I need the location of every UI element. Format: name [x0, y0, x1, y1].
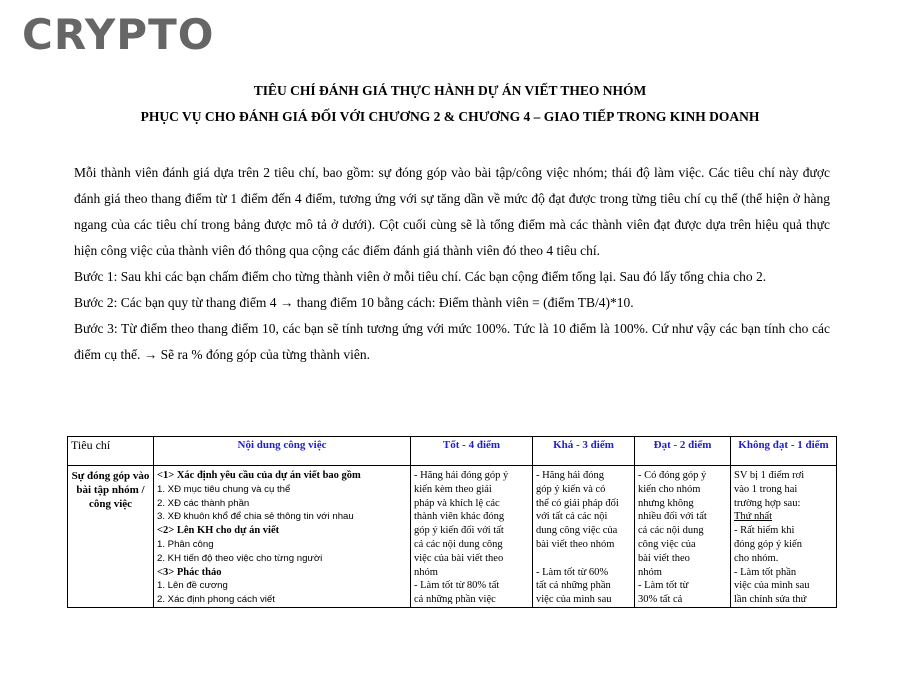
- good-text-line: cả những phần việc: [414, 594, 496, 604]
- header-pass: Đạt - 2 điểm: [635, 437, 731, 466]
- pass-text-line: - Làm tốt từ: [638, 580, 689, 592]
- fail-cell: [731, 466, 837, 608]
- step-2-paragraph: Bước 2: Các bạn quy từ thang điểm 4 → thang điểm 10 bằng cách: Điểm thành viên = (điểm TB/4)*10.: [74, 295, 634, 310]
- fail-text-line: - Rất hiếm khi: [734, 525, 795, 537]
- good-text-line: góp ý kiến đối với tất: [414, 525, 504, 537]
- content-lines: [157, 469, 407, 604]
- content-cell: [154, 466, 411, 608]
- fair-text-line: - Làm tốt từ 60%: [536, 566, 609, 578]
- content-item: 1. Phân công: [157, 538, 214, 550]
- criteria-table: [67, 436, 837, 608]
- header-fail: Không đạt - 1 điểm: [731, 437, 837, 466]
- pass-text-line: nhóm: [638, 566, 662, 578]
- step-3-paragraph: Bước 3: Từ điểm theo thang điểm 10, các bạn sẽ tính tương ứng với mức 100%. Tức là 10 điểm là 100%. Cứ như vậy các bạn tính cho các điểm cụ thể. → Sẽ ra % đóng góp của từng thành viên.: [74, 321, 830, 362]
- pass-text-line: - Có đóng góp ý: [638, 470, 707, 481]
- fair-text-line: tất cả những phần: [536, 580, 611, 592]
- table-header-row: [68, 437, 837, 466]
- content-item: 2. Xác định phong cách viết: [157, 594, 275, 604]
- content-item: 3. XĐ khuôn khổ để chia sẻ thông tin với nhau: [157, 511, 354, 523]
- table-row: [68, 466, 837, 608]
- fail-lines: [734, 469, 833, 604]
- good-text-line: nhóm: [414, 566, 438, 578]
- header-criterion: Tiêu chí: [68, 437, 154, 466]
- criterion-name: Sự đóng góp vào bài tập nhóm / công việc: [71, 470, 150, 510]
- fair-text-line: dung công việc của: [536, 525, 618, 537]
- fair-text-line: bài viết theo nhóm: [536, 538, 615, 550]
- content-section-heading: <3> Phác thảo: [157, 566, 222, 578]
- good-text-line: việc của bài viết theo: [414, 552, 504, 564]
- good-cell: [411, 466, 533, 608]
- pass-text-line: kiến cho nhóm: [638, 483, 701, 495]
- good-text-line: - Làm tốt từ 80% tất: [414, 580, 500, 592]
- document-title: TIÊU CHÍ ĐÁNH GIÁ THỰC HÀNH DỰ ÁN VIẾT THEO NHÓM: [253, 83, 647, 98]
- fair-text-line: góp ý kiến và có: [536, 483, 606, 495]
- pass-lines: [638, 469, 727, 604]
- step-1-paragraph: Bước 1: Sau khi các bạn chấm điểm cho từng thành viên ở mỗi tiêu chí. Các bạn cộng điểm tổng lại. Sau đó lấy tổng chia cho 2.: [74, 269, 767, 284]
- fail-text-line: việc của mình sau: [734, 580, 810, 592]
- fair-lines: [536, 469, 631, 604]
- pass-text-line: 30% tất cả: [638, 594, 683, 604]
- good-lines: [414, 469, 529, 604]
- content-item: 1. XĐ mục tiêu chung và cụ thể: [157, 483, 291, 495]
- fair-text-line: - Hăng hái đóng: [536, 470, 604, 481]
- pass-cell: [635, 466, 731, 608]
- content-item: 1. Lên đề cương: [157, 580, 228, 592]
- instructions-body: [74, 160, 830, 368]
- pass-text-line: nhưng không: [638, 497, 694, 509]
- fair-text-line: thể có giải pháp đối: [536, 497, 619, 509]
- fail-text-line: đóng góp ý kiến: [734, 538, 802, 550]
- fair-cell: [533, 466, 635, 608]
- fail-text-line: vào 1 trong hai: [734, 483, 798, 495]
- fail-text-line: trường hợp sau:: [734, 497, 801, 509]
- fair-text-line: với tất cả các nội: [536, 511, 608, 523]
- crypto-logo: CRYPTO: [22, 10, 215, 59]
- fail-text-line: cho nhóm.: [734, 552, 779, 564]
- header-good: Tốt - 4 điểm: [411, 437, 533, 466]
- good-text-line: - Hăng hái đóng góp ý: [414, 470, 509, 481]
- document-subtitle: PHỤC VỤ CHO ĐÁNH GIÁ ĐỐI VỚI CHƯƠNG 2 & CHƯƠNG 4 – GIAO TIẾP TRONG KINH DOANH: [140, 109, 760, 124]
- fail-text-line: - Làm tốt phần: [734, 566, 797, 578]
- content-item: 2. KH tiến độ theo việc cho từng người: [157, 552, 323, 564]
- fail-text-line: Thứ nhất: [734, 511, 773, 523]
- content-section-heading: <2> Lên KH cho dự án viết: [157, 525, 280, 537]
- pass-text-line: công việc của: [638, 538, 696, 550]
- fair-text-line: [536, 552, 631, 566]
- content-item: 2. XĐ các thành phần: [157, 497, 250, 509]
- fail-text-line: lần chỉnh sửa thứ: [734, 594, 807, 604]
- fail-text-line: SV bị 1 điểm rơi: [734, 470, 805, 481]
- content-section-heading: <1> Xác định yêu cầu của dự án viết bao gồm: [157, 470, 361, 481]
- good-text-line: cả các nội dung công: [414, 538, 503, 550]
- pass-text-line: nhiều đối với tất: [638, 511, 707, 523]
- pass-text-line: bài viết theo: [638, 552, 690, 564]
- good-text-line: thành viên khác đóng: [414, 511, 505, 523]
- pass-text-line: cả các nội dung: [638, 525, 704, 537]
- fair-text-line: việc của mình sau: [536, 594, 612, 604]
- criterion-cell: [68, 466, 154, 608]
- header-fair: Khá - 3 điểm: [533, 437, 635, 466]
- good-text-line: kiến kèm theo giải: [414, 483, 492, 495]
- good-text-line: pháp và khích lệ các: [414, 497, 500, 509]
- header-content: Nội dung công việc: [154, 437, 411, 466]
- intro-paragraph: Mỗi thành viên đánh giá dựa trên 2 tiêu chí, bao gồm: sự đóng góp vào bài tập/công việc nhóm; thái độ làm việc. Các tiêu chí này được đánh giá theo thang điểm từ 1 điểm đến 4 điểm, tương ứng với sự tăng dần về mức độ đạt được trong từng tiêu chí cụ thể (thể hiện ở hàng ngang của các tiêu chí trong bảng được mô tả ở dưới). Cột cuối cùng sẽ là tổng điểm mà các thành viên đạt được dựa trên hiệu quả thực hiện công việc của thành viên đó thông qua cộng các điểm đánh giá thành viên đó theo 4 tiêu chí.: [74, 165, 830, 258]
